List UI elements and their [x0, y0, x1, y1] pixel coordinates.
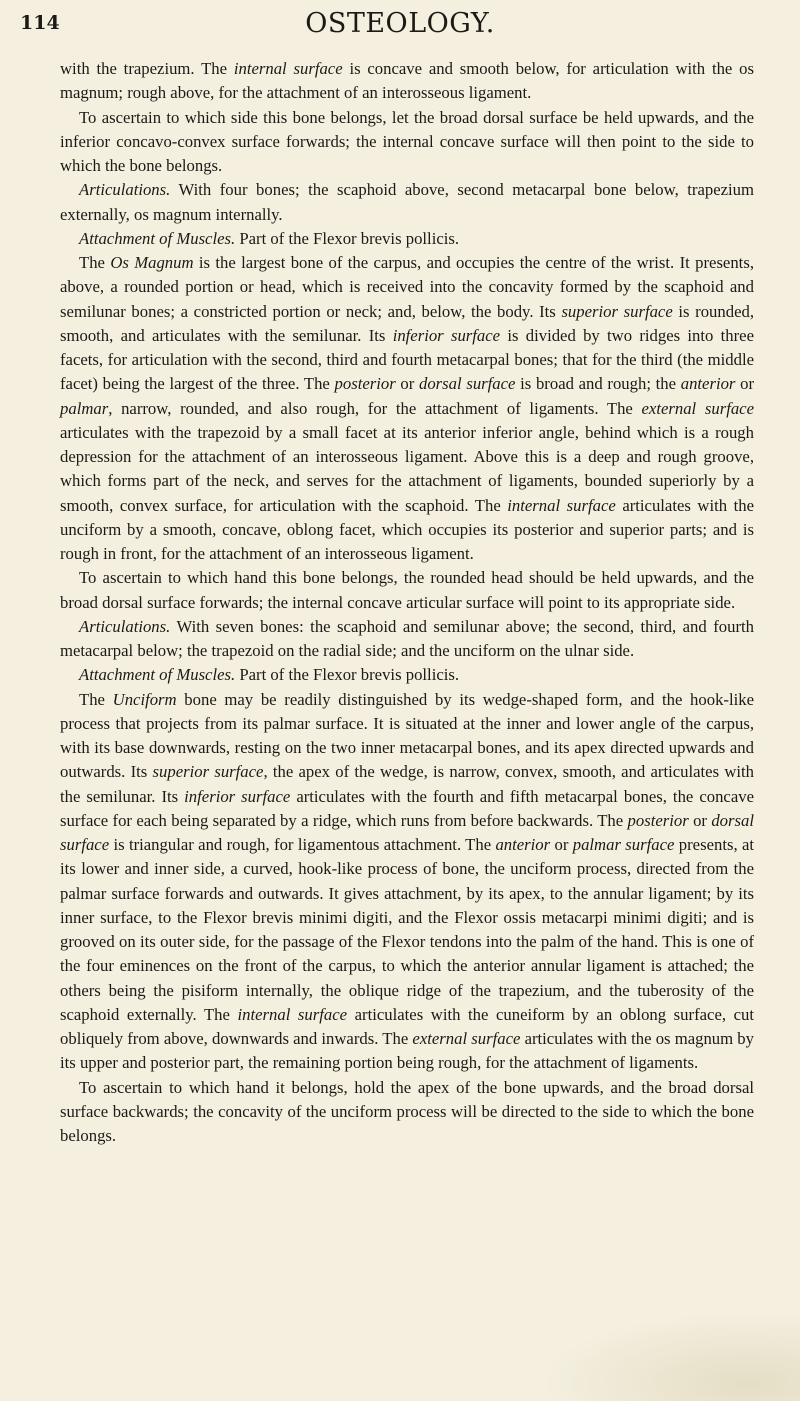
- paragraph: [60, 227, 754, 251]
- text-run: or: [395, 374, 419, 394]
- italic-term: anterior: [680, 374, 736, 394]
- text-run: articulates with the unciform by a smooth, concave, oblong facet, which occupies its posterior and superior parts; and is rough in front, for the attachment of an interosseous ligament.: [60, 495, 755, 563]
- paragraph: [60, 663, 754, 687]
- page-number: 114: [20, 12, 60, 34]
- running-head: OSTEOLOGY.: [305, 8, 495, 39]
- italic-term: Attachment of Muscles.: [79, 228, 236, 248]
- italic-term: internal surface: [233, 59, 343, 78]
- italic-term: superior surface: [152, 762, 264, 782]
- paragraph: [60, 106, 754, 179]
- paragraph: [60, 57, 754, 106]
- italic-term: palmar surface: [572, 835, 675, 854]
- text-run: or: [688, 810, 712, 830]
- text-run: To ascertain to which side this bone belongs, let the broad dorsal surface be held upwards, and the inferior concavo-convex surface forwards; the internal concave surface will then point to the side to which the bone belongs.: [60, 107, 754, 175]
- italic-term: internal surface: [507, 495, 616, 515]
- text-run: is rounded, smooth, and articulates with the semilunar. Its: [60, 301, 754, 345]
- paragraph: [60, 566, 754, 615]
- text-run: presents, at its lower and inner side, a curved, hook-like process of bone, the unciform process, directed from the palmar surface forwards and outwards. It gives attachment, by its apex, to the annular ligament; by its inner surface, to the Flexor brevis minimi digiti, and the Flexor ossis metacarpi minimi digiti; and is grooved on its outer side, for the passage of the Flexor tendons into the palm of the hand. This is one of the four eminences on the front of the carpus, to which the anterior annular ligament is attached; the others being the pisiform internally, the oblique ridge of the trapezium, and the tuberosity of the scaphoid externally. The: [60, 835, 754, 1024]
- text-run: is triangular and rough, for ligamentous attachment. The: [109, 835, 496, 854]
- italic-term: anterior: [495, 835, 551, 854]
- text-run: is concave and smooth below, for articulation with the os magnum; rough above, for the attachment of an interosseous ligament.: [60, 59, 754, 103]
- text-run: With seven bones: the scaphoid and semilunar above; the second, third, and fourth metacarpal below; the trapezoid on the radial side; and the unciform on the ulnar side.: [60, 616, 754, 660]
- text-run: With four bones; the scaphoid above, second metacarpal bone below, trapezium externally, os magnum internally.: [60, 180, 754, 224]
- text-run: Part of the Flexor brevis pollicis.: [235, 665, 460, 685]
- paragraph: [60, 688, 754, 1076]
- italic-term: Unciform: [112, 689, 177, 709]
- text-run: The: [79, 253, 111, 272]
- text-run: Part of the Flexor brevis pollicis.: [235, 228, 460, 248]
- text-run: articulates with the fourth and fifth metacarpal bones, the concave surface for each being separated by a ridge, which runs from before backwards. The: [60, 786, 754, 830]
- text-run: To ascertain to which hand it belongs, hold the apex of the bone upwards, and the broad dorsal surface backwards; the concavity of the unciform process will be directed to the side to which the bone belongs.: [60, 1077, 754, 1145]
- body-text: [60, 57, 754, 1148]
- italic-term: Articulations.: [79, 180, 171, 200]
- italic-term: external surface: [412, 1029, 521, 1048]
- italic-term: inferior surface: [184, 786, 291, 806]
- italic-term: palmar: [60, 398, 109, 418]
- italic-term: superior surface: [561, 301, 673, 321]
- italic-term: inferior surface: [392, 325, 501, 345]
- text-run: , narrow, rounded, and also rough, for the attachment of ligaments. The: [108, 398, 642, 418]
- paragraph: [60, 251, 754, 566]
- italic-term: dorsal surface: [60, 810, 754, 854]
- text-run: or: [550, 835, 573, 854]
- italic-term: dorsal surface: [418, 374, 516, 394]
- paper-stain: [540, 1311, 800, 1401]
- page-header: [20, 8, 780, 48]
- text-run: is divided by two ridges into three facets, for articulation with the second, third and fourth metacarpal bones; that for the third (the middle facet) being the largest of the three. The: [60, 325, 754, 394]
- paragraph: [60, 1076, 754, 1149]
- text-run: The: [79, 689, 113, 709]
- italic-term: internal surface: [237, 1004, 348, 1024]
- text-run: with the trapezium. The: [60, 59, 234, 78]
- italic-term: Articulations.: [79, 616, 171, 636]
- italic-term: posterior: [627, 810, 689, 830]
- paragraph: [60, 615, 754, 664]
- text-run: articulates with the os magnum by its upper and posterior part, the remaining portion being rough, for the attachment of ligaments.: [60, 1029, 754, 1073]
- text-run: is broad and rough; the: [515, 374, 681, 394]
- text-run: articulates with the trapezoid by a small facet at its anterior inferior angle, behind which is a rough depression for the attachment of an interosseous ligament. Above this is a deep and rough groove, which forms part of the neck, and serves for the attachment of ligaments, bounded superiorly by a smooth, convex surface, for articulation with the scaphoid. The: [60, 422, 754, 515]
- italic-term: Attachment of Muscles.: [79, 665, 236, 685]
- text-run: bone may be readily distinguished by its wedge-shaped form, and the hook-like process that projects from its palmar surface. It is situated at the inner and lower angle of the carpus, with its base downwards, resting on the two inner metacarpal bones, and its apex directed upwards and outwards. Its: [60, 689, 755, 782]
- italic-term: Os Magnum: [110, 253, 194, 272]
- text-run: , the apex of the wedge, is narrow, convex, smooth, and articulates with the semilunar. Its: [60, 762, 754, 806]
- text-run: To ascertain to which hand this bone belongs, the rounded head should be held upwards, and the broad dorsal surface forwards; the internal concave articular surface will point to its appropriate side.: [60, 568, 754, 612]
- text-run: articulates with the cuneiform by an oblong surface, cut obliquely from above, downwards and inwards. The: [60, 1004, 754, 1048]
- italic-term: external surface: [641, 398, 754, 418]
- text-run: or: [735, 374, 755, 394]
- text-run: is the largest bone of the carpus, and occupies the centre of the wrist. It presents, above, a rounded portion or head, which is received into the concavity formed by the scaphoid and semilunar bones; a constricted portion or neck; and, below, the body. Its: [60, 253, 754, 321]
- italic-term: posterior: [334, 374, 396, 394]
- paragraph: [60, 178, 754, 227]
